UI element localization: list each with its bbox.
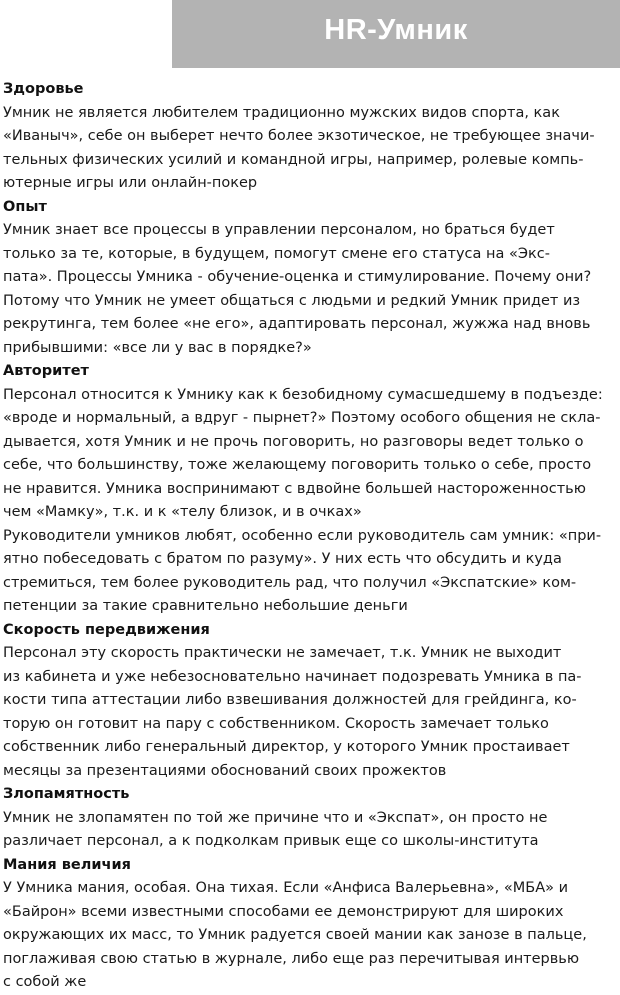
paragraph-line: У Умника мания, особая. Она тихая. Если «Анфиса Валерьевна», «МБА» и [3, 880, 569, 896]
paragraph-line: ютерные игры или онлайн-покер [3, 175, 258, 191]
paragraph-line: петенции за такие сравнительно небольшие деньги [3, 598, 408, 614]
paragraph-line: кости типа аттестации либо взвешивания должностей для грейдинга, ко- [3, 692, 577, 708]
section [3, 78, 615, 196]
paragraph-line: ятно побеседовать с братом по разуму». У них есть что обсудить и куда [3, 551, 562, 567]
section-heading: Злопамятность [3, 786, 130, 802]
paragraph-line: с собой же [3, 974, 87, 990]
paragraph-line: месяцы за презентациями обоснований своих прожектов [3, 762, 447, 779]
section-heading: Мания величия [3, 856, 131, 873]
paragraph-line: рекрутинга, тем более «не его», адаптировать персонал, жужжа над вновь [3, 316, 591, 332]
paragraph-line: Персонал относится к Умнику как к безобидному сумасшедшему в подъезде: [3, 386, 603, 403]
paragraph-line: собственник либо генеральный директор, у которого Умник простаивает [3, 739, 570, 755]
paragraph-line: торую он готовит на пару с собственником. Скорость замечает только [3, 715, 549, 732]
section [3, 854, 615, 995]
paragraph-line: поглаживая свою статью в журнале, либо еще раз перечитывая интервью [3, 950, 580, 967]
document-body [3, 78, 615, 995]
paragraph-line: чем «Мамку», т.к. и к «телу близок, и в очках» [3, 504, 362, 520]
paragraph-line: «вроде и нормальный, а вдруг - пырнет?» Поэтому особого общения не скла- [3, 410, 601, 426]
header-bar [172, 0, 620, 68]
paragraph-line: прибывшими: «все ли у вас в порядке?» [3, 339, 312, 356]
paragraph-line: «Иваныч», себе он выберет нечто более экзотическое, не требующее значи- [3, 128, 595, 144]
paragraph-line: из кабинета и уже небезосновательно начинает подозревать Умника в па- [3, 668, 582, 685]
paragraph-line: себе, что большинству, тоже желающему поговорить только о себе, просто [3, 457, 592, 473]
paragraph-line: Умник не является любителем традиционно мужских видов спорта, как [3, 104, 560, 121]
section [3, 783, 615, 854]
paragraph-line: тельных физических усилий и командной игры, например, ролевые компь- [3, 151, 584, 168]
paragraph-line: только за те, которые, в будущем, помогут смене его статуса на «Экс- [3, 245, 550, 262]
section [3, 196, 615, 361]
section [3, 360, 615, 619]
paragraph-line: Руководители умников любят, особенно если руководитель сам умник: «при- [3, 527, 602, 544]
section [3, 619, 615, 784]
paragraph-line: различает персонал, а к подколкам привык еще со школы-института [3, 833, 539, 849]
paragraph-line: Потому что Умник не умеет общаться с людьми и редкий Умник придет из [3, 292, 581, 309]
section-heading: Скорость передвижения [3, 621, 210, 638]
paragraph-line: «Байрон» всеми известными способами ее демонстрируют для широких [3, 903, 564, 920]
section-heading: Авторитет [3, 363, 89, 379]
paragraph-line: Персонал эту скорость практически не замечает, т.к. Умник не выходит [3, 645, 562, 661]
paragraph-line: пата». Процессы Умника - обучение-оценка и стимулирование. Почему они? [3, 269, 592, 285]
paragraph-line: стремиться, тем более руководитель рад, что получил «Экспатские» ком- [3, 574, 577, 591]
paragraph-line: не нравится. Умника воспринимают с вдвойне большей настороженностью [3, 480, 586, 497]
page-title: HR-Умник [324, 14, 468, 46]
section-heading: Опыт [3, 198, 47, 215]
paragraph-line: Умник не злопамятен по той же причине что и «Экспат», он просто не [3, 809, 548, 826]
paragraph-line: Умник знает все процессы в управлении персоналом, но браться будет [3, 222, 555, 238]
paragraph-line: окружающих их масс, то Умник радуется своей мании как занозе в пальце, [3, 927, 587, 943]
section-heading: Здоровье [3, 81, 84, 97]
paragraph-line: дывается, хотя Умник и не прочь поговорить, но разговоры ведет только о [3, 433, 584, 450]
